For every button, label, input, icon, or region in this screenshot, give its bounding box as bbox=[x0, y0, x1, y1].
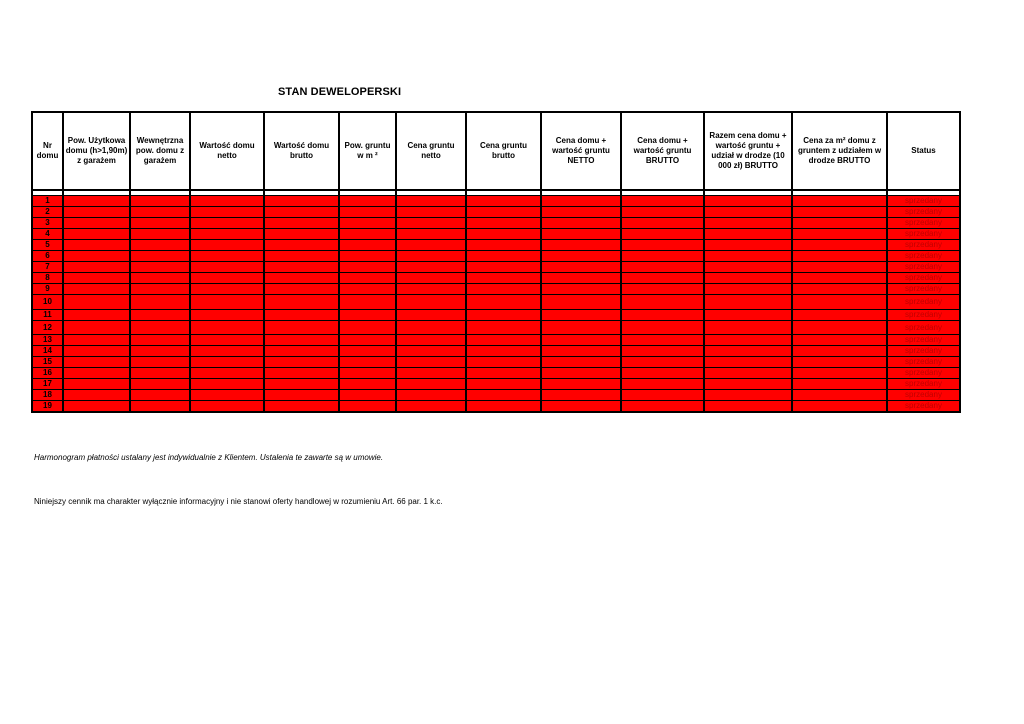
value-cell bbox=[466, 273, 541, 284]
status-cell: sprzedany bbox=[887, 310, 960, 321]
row-number-cell: 9 bbox=[32, 284, 63, 295]
col-header-status: Status bbox=[887, 112, 960, 190]
value-cell bbox=[704, 218, 792, 229]
value-cell bbox=[63, 368, 130, 379]
status-cell: sprzedany bbox=[887, 218, 960, 229]
status-cell: sprzedany bbox=[887, 368, 960, 379]
value-cell bbox=[396, 229, 466, 240]
row-number-cell: 4 bbox=[32, 229, 63, 240]
value-cell bbox=[621, 295, 704, 310]
value-cell bbox=[704, 310, 792, 321]
value-cell bbox=[264, 295, 339, 310]
value-cell bbox=[339, 368, 396, 379]
value-cell bbox=[792, 368, 887, 379]
value-cell bbox=[704, 284, 792, 295]
value-cell bbox=[264, 368, 339, 379]
value-cell bbox=[704, 321, 792, 335]
value-cell bbox=[130, 390, 190, 401]
status-cell: sprzedany bbox=[887, 335, 960, 346]
value-cell bbox=[792, 357, 887, 368]
value-cell bbox=[792, 335, 887, 346]
value-cell bbox=[190, 240, 264, 251]
table-row bbox=[32, 310, 960, 321]
row-number-cell: 18 bbox=[32, 390, 63, 401]
col-header-internal-area: Wewnętrzna pow. domu z garażem bbox=[130, 112, 190, 190]
table-row bbox=[32, 229, 960, 240]
value-cell bbox=[130, 229, 190, 240]
value-cell bbox=[466, 295, 541, 310]
col-header-usable-area: Pow. Użytkowa domu (h>1,90m) z garażem bbox=[63, 112, 130, 190]
table-row bbox=[32, 346, 960, 357]
value-cell bbox=[130, 218, 190, 229]
value-cell bbox=[792, 321, 887, 335]
status-cell: sprzedany bbox=[887, 196, 960, 207]
value-cell bbox=[792, 218, 887, 229]
value-cell bbox=[621, 357, 704, 368]
row-number-cell: 19 bbox=[32, 401, 63, 413]
value-cell bbox=[130, 379, 190, 390]
value-cell bbox=[704, 401, 792, 413]
status-cell: sprzedany bbox=[887, 295, 960, 310]
value-cell bbox=[190, 357, 264, 368]
value-cell bbox=[339, 379, 396, 390]
table-row bbox=[32, 251, 960, 262]
value-cell bbox=[396, 335, 466, 346]
value-cell bbox=[621, 284, 704, 295]
value-cell bbox=[466, 310, 541, 321]
value-cell bbox=[396, 357, 466, 368]
value-cell bbox=[466, 240, 541, 251]
value-cell bbox=[792, 262, 887, 273]
row-number-cell: 3 bbox=[32, 218, 63, 229]
table-row bbox=[32, 368, 960, 379]
value-cell bbox=[704, 390, 792, 401]
value-cell bbox=[339, 240, 396, 251]
value-cell bbox=[704, 379, 792, 390]
value-cell bbox=[63, 335, 130, 346]
value-cell bbox=[130, 357, 190, 368]
value-cell bbox=[130, 368, 190, 379]
value-cell bbox=[792, 295, 887, 310]
value-cell bbox=[63, 207, 130, 218]
value-cell bbox=[63, 346, 130, 357]
value-cell bbox=[704, 251, 792, 262]
value-cell bbox=[704, 346, 792, 357]
value-cell bbox=[621, 240, 704, 251]
value-cell bbox=[190, 196, 264, 207]
value-cell bbox=[541, 335, 621, 346]
value-cell bbox=[541, 251, 621, 262]
table-row bbox=[32, 401, 960, 413]
value-cell bbox=[339, 273, 396, 284]
value-cell bbox=[190, 284, 264, 295]
value-cell bbox=[190, 251, 264, 262]
value-cell bbox=[339, 218, 396, 229]
value-cell bbox=[264, 321, 339, 335]
value-cell bbox=[339, 357, 396, 368]
value-cell bbox=[130, 335, 190, 346]
value-cell bbox=[396, 207, 466, 218]
value-cell bbox=[541, 357, 621, 368]
col-header-nr: Nr domu bbox=[32, 112, 63, 190]
status-cell: sprzedany bbox=[887, 321, 960, 335]
row-number-cell: 12 bbox=[32, 321, 63, 335]
value-cell bbox=[541, 379, 621, 390]
value-cell bbox=[541, 401, 621, 413]
col-header-total-net: Cena domu + wartość gruntu NETTO bbox=[541, 112, 621, 190]
value-cell bbox=[264, 390, 339, 401]
value-cell bbox=[466, 207, 541, 218]
value-cell bbox=[190, 218, 264, 229]
value-cell bbox=[704, 262, 792, 273]
row-number-cell: 14 bbox=[32, 346, 63, 357]
value-cell bbox=[264, 218, 339, 229]
value-cell bbox=[339, 390, 396, 401]
value-cell bbox=[541, 207, 621, 218]
value-cell bbox=[264, 379, 339, 390]
value-cell bbox=[130, 262, 190, 273]
value-cell bbox=[190, 262, 264, 273]
value-cell bbox=[63, 379, 130, 390]
value-cell bbox=[396, 401, 466, 413]
value-cell bbox=[339, 207, 396, 218]
value-cell bbox=[541, 295, 621, 310]
col-header-house-value-gross: Wartość domu brutto bbox=[264, 112, 339, 190]
table-row bbox=[32, 284, 960, 295]
status-cell: sprzedany bbox=[887, 207, 960, 218]
value-cell bbox=[130, 251, 190, 262]
table-row bbox=[32, 295, 960, 310]
value-cell bbox=[704, 357, 792, 368]
col-header-land-price-net: Cena gruntu netto bbox=[396, 112, 466, 190]
value-cell bbox=[130, 240, 190, 251]
value-cell bbox=[396, 240, 466, 251]
col-header-land-price-gross: Cena gruntu brutto bbox=[466, 112, 541, 190]
value-cell bbox=[264, 207, 339, 218]
value-cell bbox=[63, 310, 130, 321]
table-row bbox=[32, 240, 960, 251]
value-cell bbox=[339, 310, 396, 321]
value-cell bbox=[466, 284, 541, 295]
row-number-cell: 8 bbox=[32, 273, 63, 284]
value-cell bbox=[190, 321, 264, 335]
status-cell: sprzedany bbox=[887, 379, 960, 390]
value-cell bbox=[541, 284, 621, 295]
status-cell: sprzedany bbox=[887, 284, 960, 295]
value-cell bbox=[190, 295, 264, 310]
table-row bbox=[32, 335, 960, 346]
row-number-cell: 1 bbox=[32, 196, 63, 207]
value-cell bbox=[466, 401, 541, 413]
col-header-total-gross: Cena domu + wartość gruntu BRUTTO bbox=[621, 112, 704, 190]
value-cell bbox=[63, 321, 130, 335]
value-cell bbox=[704, 368, 792, 379]
value-cell bbox=[704, 229, 792, 240]
value-cell bbox=[792, 196, 887, 207]
value-cell bbox=[339, 335, 396, 346]
value-cell bbox=[704, 196, 792, 207]
value-cell bbox=[396, 346, 466, 357]
value-cell bbox=[396, 284, 466, 295]
value-cell bbox=[264, 310, 339, 321]
value-cell bbox=[63, 357, 130, 368]
value-cell bbox=[466, 218, 541, 229]
table-row bbox=[32, 196, 960, 207]
value-cell bbox=[541, 273, 621, 284]
value-cell bbox=[541, 390, 621, 401]
value-cell bbox=[541, 321, 621, 335]
value-cell bbox=[190, 207, 264, 218]
value-cell bbox=[541, 229, 621, 240]
value-cell bbox=[466, 368, 541, 379]
disclaimer-note: Niniejszy cennik ma charakter wyłącznie informacyjny i nie stanowi oferty handlowej w rozumieniu Art. 66 par. 1 k.c. bbox=[34, 497, 443, 506]
row-number-cell: 10 bbox=[32, 295, 63, 310]
status-cell: sprzedany bbox=[887, 229, 960, 240]
value-cell bbox=[621, 401, 704, 413]
value-cell bbox=[621, 335, 704, 346]
value-cell bbox=[63, 284, 130, 295]
value-cell bbox=[396, 310, 466, 321]
value-cell bbox=[541, 218, 621, 229]
value-cell bbox=[190, 346, 264, 357]
value-cell bbox=[396, 196, 466, 207]
row-number-cell: 13 bbox=[32, 335, 63, 346]
value-cell bbox=[190, 401, 264, 413]
value-cell bbox=[792, 401, 887, 413]
row-number-cell: 5 bbox=[32, 240, 63, 251]
value-cell bbox=[264, 335, 339, 346]
value-cell bbox=[396, 262, 466, 273]
value-cell bbox=[621, 368, 704, 379]
row-number-cell: 15 bbox=[32, 357, 63, 368]
row-number-cell: 6 bbox=[32, 251, 63, 262]
value-cell bbox=[339, 321, 396, 335]
value-cell bbox=[792, 240, 887, 251]
value-cell bbox=[466, 262, 541, 273]
value-cell bbox=[621, 273, 704, 284]
status-cell: sprzedany bbox=[887, 251, 960, 262]
value-cell bbox=[63, 295, 130, 310]
table-row bbox=[32, 207, 960, 218]
col-header-total-with-road: Razem cena domu + wartość gruntu + udział w drodze (10 000 zł) BRUTTO bbox=[704, 112, 792, 190]
page-title: STAN DEWELOPERSKI bbox=[278, 86, 402, 98]
value-cell bbox=[621, 321, 704, 335]
value-cell bbox=[190, 229, 264, 240]
value-cell bbox=[130, 273, 190, 284]
value-cell bbox=[63, 240, 130, 251]
table-row bbox=[32, 218, 960, 229]
value-cell bbox=[466, 335, 541, 346]
value-cell bbox=[792, 390, 887, 401]
value-cell bbox=[264, 284, 339, 295]
value-cell bbox=[621, 262, 704, 273]
value-cell bbox=[621, 251, 704, 262]
table-row bbox=[32, 273, 960, 284]
value-cell bbox=[621, 379, 704, 390]
value-cell bbox=[264, 251, 339, 262]
value-cell bbox=[466, 196, 541, 207]
value-cell bbox=[466, 379, 541, 390]
value-cell bbox=[466, 390, 541, 401]
value-cell bbox=[130, 401, 190, 413]
value-cell bbox=[541, 262, 621, 273]
value-cell bbox=[264, 240, 339, 251]
status-cell: sprzedany bbox=[887, 273, 960, 284]
value-cell bbox=[339, 229, 396, 240]
value-cell bbox=[264, 229, 339, 240]
value-cell bbox=[63, 218, 130, 229]
table-row bbox=[32, 321, 960, 335]
value-cell bbox=[466, 229, 541, 240]
value-cell bbox=[63, 262, 130, 273]
value-cell bbox=[264, 357, 339, 368]
value-cell bbox=[190, 390, 264, 401]
value-cell bbox=[190, 273, 264, 284]
value-cell bbox=[130, 295, 190, 310]
status-cell: sprzedany bbox=[887, 401, 960, 413]
col-header-land-area: Pow. gruntu w m ² bbox=[339, 112, 396, 190]
value-cell bbox=[63, 401, 130, 413]
row-number-cell: 17 bbox=[32, 379, 63, 390]
value-cell bbox=[621, 390, 704, 401]
value-cell bbox=[396, 295, 466, 310]
row-number-cell: 2 bbox=[32, 207, 63, 218]
value-cell bbox=[704, 273, 792, 284]
value-cell bbox=[339, 295, 396, 310]
col-header-house-value-net: Wartość domu netto bbox=[190, 112, 264, 190]
value-cell bbox=[541, 346, 621, 357]
value-cell bbox=[264, 401, 339, 413]
value-cell bbox=[339, 251, 396, 262]
value-cell bbox=[63, 196, 130, 207]
status-cell: sprzedany bbox=[887, 390, 960, 401]
value-cell bbox=[466, 321, 541, 335]
value-cell bbox=[621, 207, 704, 218]
value-cell bbox=[396, 251, 466, 262]
value-cell bbox=[792, 229, 887, 240]
table-row bbox=[32, 390, 960, 401]
value-cell bbox=[339, 284, 396, 295]
value-cell bbox=[541, 196, 621, 207]
value-cell bbox=[396, 321, 466, 335]
row-number-cell: 7 bbox=[32, 262, 63, 273]
value-cell bbox=[190, 379, 264, 390]
value-cell bbox=[704, 295, 792, 310]
value-cell bbox=[339, 196, 396, 207]
value-cell bbox=[792, 273, 887, 284]
value-cell bbox=[130, 310, 190, 321]
value-cell bbox=[264, 262, 339, 273]
status-cell: sprzedany bbox=[887, 357, 960, 368]
table-row bbox=[32, 357, 960, 368]
value-cell bbox=[704, 207, 792, 218]
value-cell bbox=[792, 310, 887, 321]
value-cell bbox=[792, 251, 887, 262]
value-cell bbox=[466, 357, 541, 368]
value-cell bbox=[621, 229, 704, 240]
value-cell bbox=[130, 346, 190, 357]
value-cell bbox=[130, 284, 190, 295]
value-cell bbox=[704, 335, 792, 346]
status-cell: sprzedany bbox=[887, 346, 960, 357]
value-cell bbox=[63, 390, 130, 401]
value-cell bbox=[792, 284, 887, 295]
table-header-row bbox=[32, 112, 960, 190]
value-cell bbox=[792, 346, 887, 357]
value-cell bbox=[396, 273, 466, 284]
value-cell bbox=[264, 196, 339, 207]
value-cell bbox=[396, 368, 466, 379]
value-cell bbox=[792, 207, 887, 218]
value-cell bbox=[190, 368, 264, 379]
value-cell bbox=[63, 273, 130, 284]
value-cell bbox=[130, 207, 190, 218]
value-cell bbox=[621, 310, 704, 321]
value-cell bbox=[396, 390, 466, 401]
value-cell bbox=[339, 346, 396, 357]
status-cell: sprzedany bbox=[887, 262, 960, 273]
col-header-price-per-m2: Cena za m² domu z gruntem z udziałem w drodze BRUTTO bbox=[792, 112, 887, 190]
value-cell bbox=[792, 379, 887, 390]
value-cell bbox=[264, 273, 339, 284]
value-cell bbox=[396, 218, 466, 229]
value-cell bbox=[621, 218, 704, 229]
payment-schedule-note: Harmonogram płatności ustalany jest indywidualnie z Klientem. Ustalenia te zawarte są w umowie. bbox=[34, 453, 384, 462]
value-cell bbox=[63, 251, 130, 262]
value-cell bbox=[264, 346, 339, 357]
table-row bbox=[32, 262, 960, 273]
row-number-cell: 16 bbox=[32, 368, 63, 379]
value-cell bbox=[704, 240, 792, 251]
value-cell bbox=[63, 229, 130, 240]
table-row bbox=[32, 379, 960, 390]
value-cell bbox=[466, 251, 541, 262]
row-number-cell: 11 bbox=[32, 310, 63, 321]
value-cell bbox=[621, 346, 704, 357]
value-cell bbox=[466, 346, 541, 357]
value-cell bbox=[541, 240, 621, 251]
value-cell bbox=[339, 401, 396, 413]
value-cell bbox=[190, 335, 264, 346]
value-cell bbox=[621, 196, 704, 207]
value-cell bbox=[541, 368, 621, 379]
value-cell bbox=[130, 196, 190, 207]
value-cell bbox=[396, 379, 466, 390]
value-cell bbox=[541, 310, 621, 321]
value-cell bbox=[130, 321, 190, 335]
price-table bbox=[31, 111, 961, 413]
value-cell bbox=[339, 262, 396, 273]
status-cell: sprzedany bbox=[887, 240, 960, 251]
value-cell bbox=[190, 310, 264, 321]
